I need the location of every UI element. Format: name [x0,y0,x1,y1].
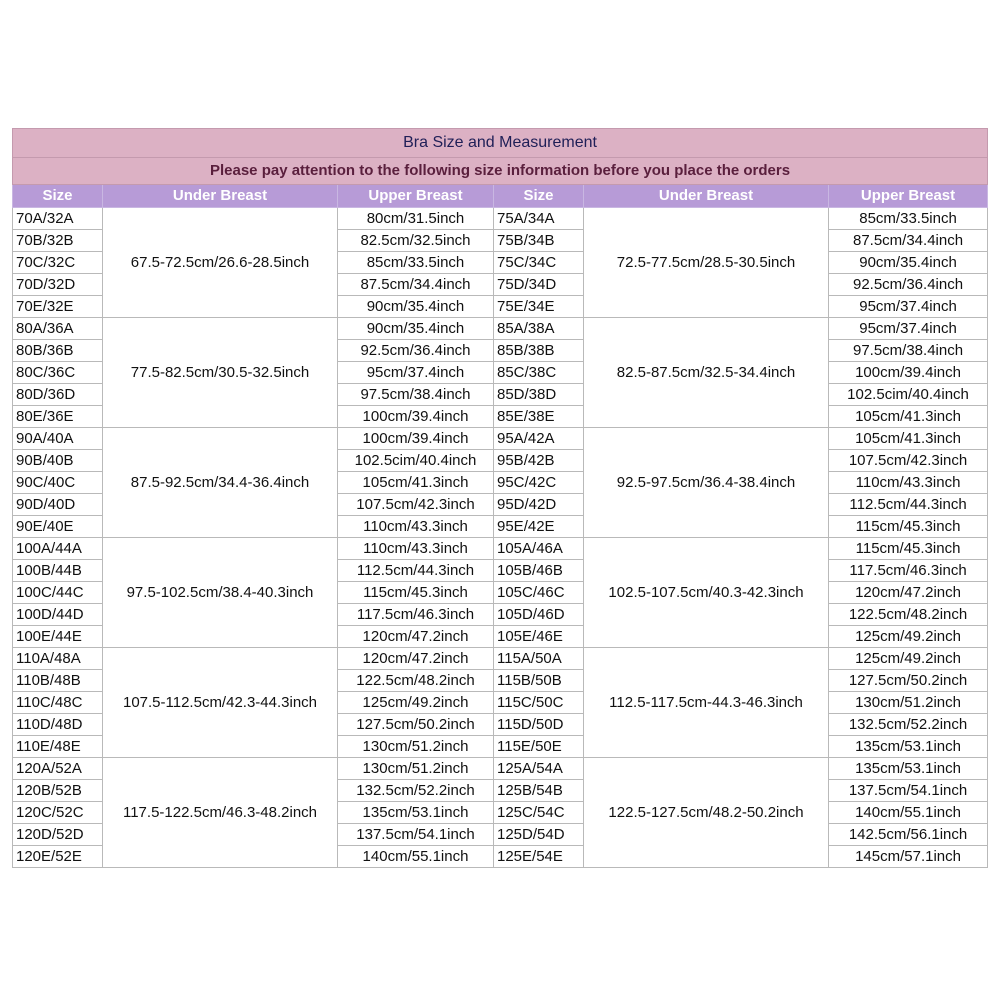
upper-breast-left-cell: 135cm/53.1inch [338,802,494,824]
upper-breast-right-cell: 97.5cm/38.4inch [829,340,988,362]
size-left-cell: 120A/52A [13,758,103,780]
size-right-cell: 95A/42A [494,428,584,450]
upper-breast-right-cell: 137.5cm/54.1inch [829,780,988,802]
size-right-cell: 115E/50E [494,736,584,758]
size-right-cell: 125B/54B [494,780,584,802]
upper-breast-right-cell: 102.5cim/40.4inch [829,384,988,406]
upper-breast-left-cell: 127.5cm/50.2inch [338,714,494,736]
upper-breast-left-cell: 95cm/37.4inch [338,362,494,384]
size-right-cell: 85D/38D [494,384,584,406]
table-title: Bra Size and Measurement [13,129,988,158]
under-breast-right-cell: 72.5-77.5cm/28.5-30.5inch [584,208,829,318]
under-breast-left-cell: 117.5-122.5cm/46.3-48.2inch [103,758,338,868]
header-under-breast-right: Under Breast [584,185,829,208]
header-upper-breast-left: Upper Breast [338,185,494,208]
upper-breast-right-cell: 125cm/49.2inch [829,626,988,648]
upper-breast-right-cell: 100cm/39.4inch [829,362,988,384]
upper-breast-right-cell: 107.5cm/42.3inch [829,450,988,472]
size-right-cell: 85E/38E [494,406,584,428]
size-left-cell: 80A/36A [13,318,103,340]
upper-breast-right-cell: 95cm/37.4inch [829,318,988,340]
size-right-cell: 105B/46B [494,560,584,582]
under-breast-right-cell: 82.5-87.5cm/32.5-34.4inch [584,318,829,428]
upper-breast-left-cell: 130cm/51.2inch [338,736,494,758]
upper-breast-right-cell: 125cm/49.2inch [829,648,988,670]
size-right-cell: 115C/50C [494,692,584,714]
upper-breast-right-cell: 85cm/33.5inch [829,208,988,230]
upper-breast-left-cell: 105cm/41.3inch [338,472,494,494]
size-left-cell: 70C/32C [13,252,103,274]
size-right-cell: 75A/34A [494,208,584,230]
under-breast-right-cell: 112.5-117.5cm-44.3-46.3inch [584,648,829,758]
size-right-cell: 95D/42D [494,494,584,516]
table-row [13,208,988,230]
size-right-cell: 125A/54A [494,758,584,780]
under-breast-left-cell: 107.5-112.5cm/42.3-44.3inch [103,648,338,758]
upper-breast-right-cell: 122.5cm/48.2inch [829,604,988,626]
size-left-cell: 110D/48D [13,714,103,736]
size-right-cell: 95C/42C [494,472,584,494]
size-right-cell: 105C/46C [494,582,584,604]
upper-breast-left-cell: 137.5cm/54.1inch [338,824,494,846]
size-right-cell: 115D/50D [494,714,584,736]
title-row [13,129,988,158]
size-right-cell: 75C/34C [494,252,584,274]
size-left-cell: 70D/32D [13,274,103,296]
under-breast-left-cell: 77.5-82.5cm/30.5-32.5inch [103,318,338,428]
under-breast-left-cell: 87.5-92.5cm/34.4-36.4inch [103,428,338,538]
size-right-cell: 85B/38B [494,340,584,362]
size-right-cell: 105D/46D [494,604,584,626]
size-left-cell: 80B/36B [13,340,103,362]
header-under-breast-left: Under Breast [103,185,338,208]
table-row [13,318,988,340]
size-right-cell: 105E/46E [494,626,584,648]
upper-breast-right-cell: 105cm/41.3inch [829,428,988,450]
size-right-cell: 75B/34B [494,230,584,252]
size-left-cell: 80D/36D [13,384,103,406]
upper-breast-right-cell: 110cm/43.3inch [829,472,988,494]
upper-breast-left-cell: 125cm/49.2inch [338,692,494,714]
size-left-cell: 120D/52D [13,824,103,846]
size-left-cell: 120C/52C [13,802,103,824]
upper-breast-left-cell: 140cm/55.1inch [338,846,494,868]
under-breast-right-cell: 92.5-97.5cm/36.4-38.4inch [584,428,829,538]
size-right-cell: 125C/54C [494,802,584,824]
size-chart-table [12,128,988,868]
size-left-cell: 100D/44D [13,604,103,626]
upper-breast-right-cell: 132.5cm/52.2inch [829,714,988,736]
upper-breast-right-cell: 135cm/53.1inch [829,758,988,780]
upper-breast-left-cell: 100cm/39.4inch [338,406,494,428]
upper-breast-right-cell: 130cm/51.2inch [829,692,988,714]
size-left-cell: 90D/40D [13,494,103,516]
size-left-cell: 90C/40C [13,472,103,494]
size-left-cell: 70B/32B [13,230,103,252]
size-left-cell: 80C/36C [13,362,103,384]
size-right-cell: 85C/38C [494,362,584,384]
upper-breast-right-cell: 117.5cm/46.3inch [829,560,988,582]
size-left-cell: 110B/48B [13,670,103,692]
upper-breast-left-cell: 82.5cm/32.5inch [338,230,494,252]
size-left-cell: 120B/52B [13,780,103,802]
size-right-cell: 125E/54E [494,846,584,868]
size-left-cell: 90E/40E [13,516,103,538]
size-left-cell: 110C/48C [13,692,103,714]
size-left-cell: 80E/36E [13,406,103,428]
upper-breast-right-cell: 87.5cm/34.4inch [829,230,988,252]
upper-breast-right-cell: 95cm/37.4inch [829,296,988,318]
upper-breast-right-cell: 115cm/45.3inch [829,516,988,538]
upper-breast-left-cell: 120cm/47.2inch [338,648,494,670]
upper-breast-left-cell: 132.5cm/52.2inch [338,780,494,802]
table-row [13,648,988,670]
size-left-cell: 90B/40B [13,450,103,472]
size-left-cell: 90A/40A [13,428,103,450]
header-row [13,185,988,208]
size-right-cell: 115B/50B [494,670,584,692]
order-notice: Please pay attention to the following size information before you place the orders [13,158,988,185]
upper-breast-left-cell: 117.5cm/46.3inch [338,604,494,626]
upper-breast-left-cell: 110cm/43.3inch [338,538,494,560]
size-left-cell: 120E/52E [13,846,103,868]
upper-breast-right-cell: 140cm/55.1inch [829,802,988,824]
table-row [13,428,988,450]
upper-breast-right-cell: 92.5cm/36.4inch [829,274,988,296]
size-left-cell: 70A/32A [13,208,103,230]
upper-breast-left-cell: 122.5cm/48.2inch [338,670,494,692]
upper-breast-left-cell: 115cm/45.3inch [338,582,494,604]
size-right-cell: 105A/46A [494,538,584,560]
upper-breast-right-cell: 145cm/57.1inch [829,846,988,868]
upper-breast-right-cell: 127.5cm/50.2inch [829,670,988,692]
upper-breast-right-cell: 90cm/35.4inch [829,252,988,274]
size-right-cell: 125D/54D [494,824,584,846]
upper-breast-left-cell: 130cm/51.2inch [338,758,494,780]
size-right-cell: 95E/42E [494,516,584,538]
upper-breast-left-cell: 90cm/35.4inch [338,296,494,318]
upper-breast-left-cell: 112.5cm/44.3inch [338,560,494,582]
upper-breast-left-cell: 90cm/35.4inch [338,318,494,340]
upper-breast-right-cell: 112.5cm/44.3inch [829,494,988,516]
size-left-cell: 110A/48A [13,648,103,670]
upper-breast-right-cell: 120cm/47.2inch [829,582,988,604]
notice-row [13,158,988,185]
upper-breast-left-cell: 87.5cm/34.4inch [338,274,494,296]
size-right-cell: 85A/38A [494,318,584,340]
size-left-cell: 70E/32E [13,296,103,318]
size-right-cell: 115A/50A [494,648,584,670]
header-upper-breast-right: Upper Breast [829,185,988,208]
size-left-cell: 110E/48E [13,736,103,758]
size-right-cell: 95B/42B [494,450,584,472]
upper-breast-left-cell: 102.5cim/40.4inch [338,450,494,472]
under-breast-left-cell: 67.5-72.5cm/26.6-28.5inch [103,208,338,318]
upper-breast-right-cell: 105cm/41.3inch [829,406,988,428]
upper-breast-right-cell: 115cm/45.3inch [829,538,988,560]
size-left-cell: 100C/44C [13,582,103,604]
header-size-left: Size [13,185,103,208]
under-breast-left-cell: 97.5-102.5cm/38.4-40.3inch [103,538,338,648]
upper-breast-left-cell: 80cm/31.5inch [338,208,494,230]
upper-breast-left-cell: 97.5cm/38.4inch [338,384,494,406]
size-left-cell: 100A/44A [13,538,103,560]
size-right-cell: 75D/34D [494,274,584,296]
under-breast-right-cell: 122.5-127.5cm/48.2-50.2inch [584,758,829,868]
upper-breast-left-cell: 107.5cm/42.3inch [338,494,494,516]
header-size-right: Size [494,185,584,208]
upper-breast-left-cell: 85cm/33.5inch [338,252,494,274]
under-breast-right-cell: 102.5-107.5cm/40.3-42.3inch [584,538,829,648]
upper-breast-left-cell: 120cm/47.2inch [338,626,494,648]
size-right-cell: 75E/34E [494,296,584,318]
table-row [13,538,988,560]
upper-breast-left-cell: 92.5cm/36.4inch [338,340,494,362]
upper-breast-left-cell: 100cm/39.4inch [338,428,494,450]
upper-breast-left-cell: 110cm/43.3inch [338,516,494,538]
table-row [13,758,988,780]
upper-breast-right-cell: 142.5cm/56.1inch [829,824,988,846]
upper-breast-right-cell: 135cm/53.1inch [829,736,988,758]
size-left-cell: 100E/44E [13,626,103,648]
size-left-cell: 100B/44B [13,560,103,582]
